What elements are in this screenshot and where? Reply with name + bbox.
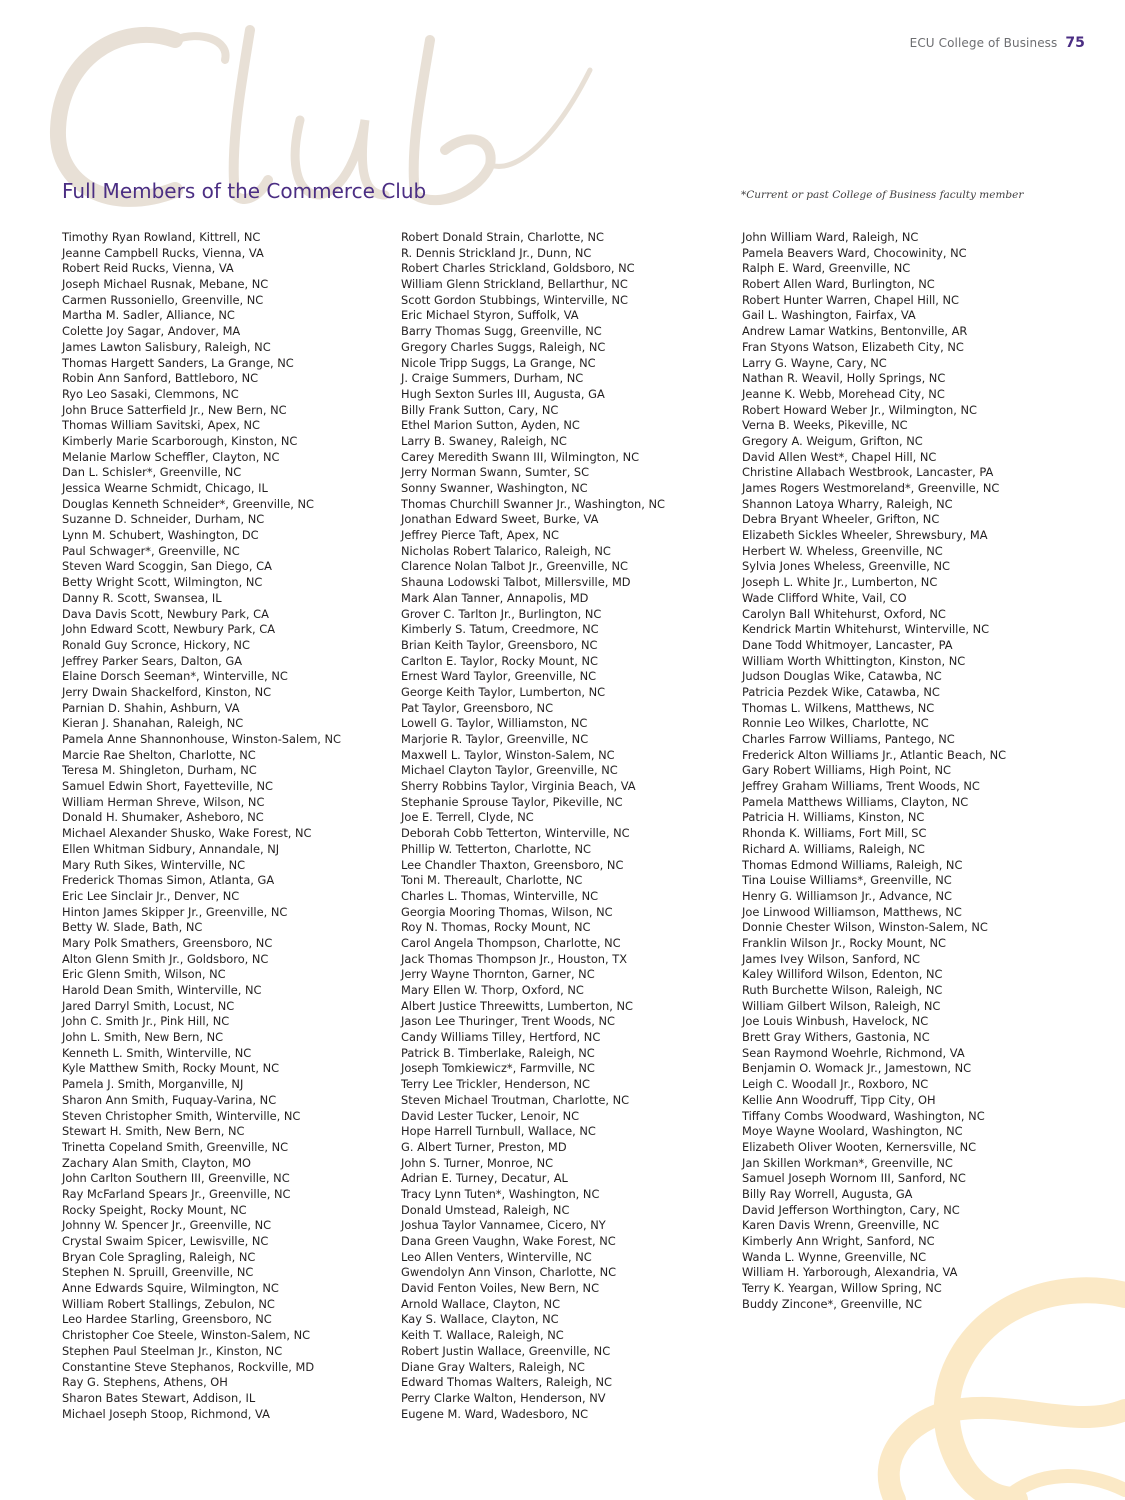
- member-entry: Zachary Alan Smith, Clayton, MO: [62, 1155, 252, 1170]
- member-entry: Stephen Paul Steelman Jr., Kinston, NC: [62, 1343, 283, 1358]
- member-entry: Sharon Ann Smith, Fuquay-Varina, NC: [62, 1092, 277, 1107]
- member-entry: Ruth Burchette Wilson, Raleigh, NC: [742, 983, 943, 997]
- member-entry: Jeanne K. Webb, Morehead City, NC: [742, 386, 945, 401]
- member-entry: Jason Lee Thuringer, Trent Woods, NC: [401, 1014, 615, 1029]
- member-entry: Carlton E. Taylor, Rocky Mount, NC: [401, 653, 598, 668]
- member-entry: Sherry Robbins Taylor, Virginia Beach, VA: [401, 779, 636, 794]
- member-entry: Robert Reid Rucks, Vienna, VA: [62, 261, 234, 276]
- member-entry: Robert Howard Weber Jr., Wilmington, NC: [742, 402, 977, 417]
- member-entry: Verna B. Weeks, Pikeville, NC: [742, 418, 908, 433]
- member-entry: Thomas Churchill Swanner Jr., Washington, NC: [401, 496, 665, 511]
- member-entry: Anne Edwards Squire, Wilmington, NC: [62, 1281, 279, 1296]
- member-entry: Richard A. Williams, Raleigh, NC: [742, 841, 925, 856]
- member-entry: Leo Hardee Starling, Greensboro, NC: [62, 1312, 272, 1327]
- member-entry: Joseph Tomkiewicz*, Farmville, NC: [401, 1061, 595, 1076]
- member-entry: Kimberly Marie Scarborough, Kinston, NC: [62, 433, 298, 448]
- member-entry: Mary Ellen W. Thorp, Oxford, NC: [401, 983, 584, 997]
- member-entry: John Edward Scott, Newbury Park, CA: [62, 622, 276, 637]
- member-entry: Mary Polk Smathers, Greensboro, NC: [62, 935, 273, 950]
- member-entry: Martha M. Sadler, Alliance, NC: [62, 308, 235, 323]
- member-entry: George Keith Taylor, Lumberton, NC: [401, 684, 606, 699]
- member-entry: Eric Lee Sinclair Jr., Denver, NC: [62, 888, 240, 903]
- member-entry: Debra Bryant Wheeler, Grifton, NC: [742, 512, 940, 527]
- member-entry: William Herman Shreve, Wilson, NC: [62, 794, 265, 809]
- member-entry: Herbert W. Wheless, Greenville, NC: [742, 543, 943, 558]
- member-entry: Jack Thomas Thompson Jr., Houston, TX: [401, 951, 628, 966]
- member-entry: Hugh Sexton Surles III, Augusta, GA: [401, 386, 605, 401]
- member-entry: Frederick Thomas Simon, Atlanta, GA: [62, 873, 275, 888]
- member-entry: David Fenton Voiles, New Bern, NC: [401, 1281, 600, 1296]
- member-entry: Patricia Pezdek Wike, Catawba, NC: [742, 684, 940, 699]
- member-entry: Nicholas Robert Talarico, Raleigh, NC: [401, 543, 611, 558]
- member-entry: Stephen N. Spruill, Greenville, NC: [62, 1265, 254, 1280]
- member-entry: Clarence Nolan Talbot Jr., Greenville, NC: [401, 559, 628, 574]
- member-entry: Roy N. Thomas, Rocky Mount, NC: [401, 920, 591, 935]
- member-entry: Suzanne D. Schneider, Durham, NC: [62, 512, 265, 527]
- member-entry: Jeffrey Pierce Taft, Apex, NC: [401, 528, 559, 543]
- member-entry: Gail L. Washington, Fairfax, VA: [742, 308, 916, 323]
- member-entry: William Gilbert Wilson, Raleigh, NC: [742, 998, 941, 1013]
- member-entry: Tina Louise Williams*, Greenville, NC: [742, 873, 952, 888]
- member-entry: Dana Green Vaughn, Wake Forest, NC: [401, 1234, 616, 1248]
- member-column-1: [62, 230, 397, 1422]
- member-entry: Benjamin O. Womack Jr., Jamestown, NC: [742, 1061, 972, 1076]
- member-entry: David Allen West*, Chapel Hill, NC: [742, 449, 937, 464]
- member-entry: G. Albert Turner, Preston, MD: [401, 1139, 567, 1154]
- member-entry: Franklin Wilson Jr., Rocky Mount, NC: [742, 935, 946, 950]
- member-entry: Sylvia Jones Wheless, Greenville, NC: [742, 559, 950, 574]
- member-entry: Charles L. Thomas, Winterville, NC: [401, 888, 599, 903]
- member-entry: James Rogers Westmoreland*, Greenville, NC: [742, 481, 1000, 495]
- member-entry: Charles Farrow Williams, Pantego, NC: [742, 732, 955, 746]
- member-entry: Eugene M. Ward, Wadesboro, NC: [401, 1406, 589, 1421]
- member-entry: Deborah Cobb Tetterton, Winterville, NC: [401, 826, 630, 841]
- member-entry: Kaley Williford Wilson, Edenton, NC: [742, 967, 943, 982]
- member-entry: Andrew Lamar Watkins, Bentonville, AR: [742, 324, 968, 339]
- member-entry: Rhonda K. Williams, Fort Mill, SC: [742, 826, 927, 841]
- page-number: 75: [1065, 35, 1085, 51]
- member-entry: Bryan Cole Spragling, Raleigh, NC: [62, 1249, 256, 1264]
- member-entry: Ray G. Stephens, Athens, OH: [62, 1375, 228, 1390]
- member-entry: Jared Darryl Smith, Locust, NC: [62, 998, 235, 1013]
- member-entry: Eric Michael Styron, Suffolk, VA: [401, 308, 579, 323]
- member-entry: Gregory A. Weigum, Grifton, NC: [742, 433, 923, 448]
- member-entry: Maxwell L. Taylor, Winston-Salem, NC: [401, 747, 615, 762]
- member-entry: Elizabeth Sickles Wheeler, Shrewsbury, MA: [742, 528, 988, 543]
- member-entry: Billy Frank Sutton, Cary, NC: [401, 402, 559, 417]
- member-entry: Ronnie Leo Wilkes, Charlotte, NC: [742, 716, 929, 731]
- member-entry: Jeffrey Graham Williams, Trent Woods, NC: [742, 779, 980, 794]
- member-entry: Steven Christopher Smith, Winterville, NC: [62, 1108, 301, 1123]
- member-entry: Alton Glenn Smith Jr., Goldsboro, NC: [62, 951, 269, 966]
- member-entry: Carmen Russoniello, Greenville, NC: [62, 292, 264, 307]
- member-entry: James Ivey Wilson, Sanford, NC: [742, 951, 921, 966]
- member-entry: Timothy Ryan Rowland, Kittrell, NC: [62, 230, 261, 244]
- member-entry: David Lester Tucker, Lenoir, NC: [401, 1108, 580, 1123]
- member-entry: William Worth Whittington, Kinston, NC: [742, 653, 966, 668]
- member-entry: Buddy Zincone*, Greenville, NC: [742, 1296, 922, 1311]
- member-entry: Colette Joy Sagar, Andover, MA: [62, 324, 241, 339]
- member-entry: Kimberly S. Tatum, Creedmore, NC: [401, 622, 599, 637]
- publication-name: ECU College of Business: [909, 36, 1058, 50]
- member-entry: Robin Ann Sanford, Battleboro, NC: [62, 371, 259, 386]
- member-entry: Scott Gordon Stubbings, Winterville, NC: [401, 292, 629, 307]
- member-entry: Christopher Coe Steele, Winston-Salem, NC: [62, 1328, 311, 1343]
- member-entry: John Bruce Satterfield Jr., New Bern, NC: [62, 402, 287, 417]
- member-entry: William Robert Stallings, Zebulon, NC: [62, 1296, 275, 1311]
- member-entry: Donald Umstead, Raleigh, NC: [401, 1202, 570, 1217]
- member-entry: Stephanie Sprouse Taylor, Pikeville, NC: [401, 794, 623, 809]
- member-entry: J. Craige Summers, Durham, NC: [401, 371, 584, 386]
- member-entry: William Glenn Strickland, Bellarthur, NC: [401, 277, 628, 292]
- member-entry: Lee Chandler Thaxton, Greensboro, NC: [401, 857, 624, 872]
- member-entry: Carol Angela Thompson, Charlotte, NC: [401, 935, 621, 950]
- member-entry: Harold Dean Smith, Winterville, NC: [62, 983, 262, 997]
- member-entry: Pamela Matthews Williams, Clayton, NC: [742, 794, 969, 809]
- member-entry: Ethel Marion Sutton, Ayden, NC: [401, 418, 580, 433]
- member-entry: John William Ward, Raleigh, NC: [742, 230, 919, 244]
- member-entry: Robert Justin Wallace, Greenville, NC: [401, 1343, 611, 1358]
- member-entry: Marjorie R. Taylor, Greenville, NC: [401, 732, 589, 746]
- member-entry: John C. Smith Jr., Pink Hill, NC: [62, 1014, 230, 1029]
- member-entry: David Jefferson Worthington, Cary, NC: [742, 1202, 960, 1217]
- member-entry: Albert Justice Threewitts, Lumberton, NC: [401, 998, 633, 1013]
- member-entry: R. Dennis Strickland Jr., Dunn, NC: [401, 245, 592, 260]
- member-entry: Keith T. Wallace, Raleigh, NC: [401, 1328, 564, 1343]
- member-entry: Judson Douglas Wike, Catawba, NC: [742, 669, 942, 684]
- member-entry: Joshua Taylor Vannamee, Cicero, NY: [401, 1218, 606, 1233]
- member-entry: Kendrick Martin Whitehurst, Winterville, NC: [742, 622, 990, 637]
- member-entry: Karen Davis Wrenn, Greenville, NC: [742, 1218, 940, 1233]
- member-entry: Betty W. Slade, Bath, NC: [62, 920, 203, 935]
- member-entry: Donnie Chester Wilson, Winston-Salem, NC: [742, 920, 988, 935]
- member-entry: Michael Joseph Stoop, Richmond, VA: [62, 1406, 270, 1421]
- member-entry: Sonny Swanner, Washington, NC: [401, 481, 588, 495]
- member-entry: Jessica Wearne Schmidt, Chicago, IL: [62, 481, 268, 495]
- member-entry: Shauna Lodowski Talbot, Millersville, MD: [401, 575, 631, 590]
- member-column-3: [742, 230, 1077, 1312]
- faculty-footnote: *Current or past College of Business faculty member: [741, 189, 1024, 201]
- member-entry: Terry Lee Trickler, Henderson, NC: [401, 1077, 590, 1092]
- member-entry: Toni M. Thereault, Charlotte, NC: [401, 873, 583, 888]
- member-entry: Larry B. Swaney, Raleigh, NC: [401, 433, 567, 448]
- member-entry: Kyle Matthew Smith, Rocky Mount, NC: [62, 1061, 280, 1076]
- member-entry: Dane Todd Whitmoyer, Lancaster, PA: [742, 637, 953, 652]
- member-column-2: [401, 230, 736, 1422]
- member-entry: Georgia Mooring Thomas, Wilson, NC: [401, 904, 613, 919]
- member-entry: Donald H. Shumaker, Asheboro, NC: [62, 810, 264, 825]
- member-entry: Joe E. Terrell, Clyde, NC: [401, 810, 534, 825]
- member-entry: Joe Louis Winbush, Havelock, NC: [742, 1014, 929, 1029]
- member-entry: Adrian E. Turney, Decatur, AL: [401, 1171, 568, 1186]
- member-entry: Melanie Marlow Scheffler, Clayton, NC: [62, 449, 280, 464]
- member-entry: Wade Clifford White, Vail, CO: [742, 590, 907, 605]
- member-entry: Tiffany Combs Woodward, Washington, NC: [742, 1108, 985, 1123]
- member-entry: Moye Wayne Woolard, Washington, NC: [742, 1124, 963, 1139]
- member-entry: Kay S. Wallace, Clayton, NC: [401, 1312, 559, 1327]
- member-entry: William H. Yarborough, Alexandria, VA: [742, 1265, 958, 1280]
- member-entry: Kieran J. Shanahan, Raleigh, NC: [62, 716, 244, 731]
- member-entry: Mark Alan Tanner, Annapolis, MD: [401, 590, 589, 605]
- member-entry: Thomas L. Wilkens, Matthews, NC: [742, 700, 935, 715]
- member-entry: Gwendolyn Ann Vinson, Charlotte, NC: [401, 1265, 617, 1280]
- member-entry: Ellen Whitman Sidbury, Annandale, NJ: [62, 841, 280, 856]
- member-entry: John S. Turner, Monroe, NC: [401, 1155, 554, 1170]
- member-entry: Thomas Edmond Williams, Raleigh, NC: [742, 857, 963, 872]
- page-title: Full Members of the Commerce Club: [62, 179, 427, 203]
- member-entry: Carey Meredith Swann III, Wilmington, NC: [401, 449, 640, 464]
- member-entry: Robert Charles Strickland, Goldsboro, NC: [401, 261, 635, 276]
- member-entry: Dan L. Schisler*, Greenville, NC: [62, 465, 242, 480]
- running-head: [910, 35, 1085, 51]
- member-entry: Robert Hunter Warren, Chapel Hill, NC: [742, 292, 960, 307]
- member-entry: Patrick B. Timberlake, Raleigh, NC: [401, 1045, 595, 1060]
- member-entry: Trinetta Copeland Smith, Greenville, NC: [62, 1139, 289, 1154]
- member-entry: Steven Michael Troutman, Charlotte, NC: [401, 1092, 630, 1107]
- member-entry: Samuel Joseph Wornom III, Sanford, NC: [742, 1171, 966, 1186]
- member-entry: James Lawton Salisbury, Raleigh, NC: [62, 339, 271, 354]
- member-entry: Ray McFarland Spears Jr., Greenville, NC: [62, 1186, 291, 1201]
- member-entry: Steven Ward Scoggin, San Diego, CA: [62, 559, 272, 574]
- member-entry: Kenneth L. Smith, Winterville, NC: [62, 1045, 252, 1060]
- member-entry: Phillip W. Tetterton, Charlotte, NC: [401, 841, 591, 856]
- member-entry: Barry Thomas Sugg, Greenville, NC: [401, 324, 602, 339]
- member-entry: Joe Linwood Williamson, Matthews, NC: [742, 904, 962, 919]
- member-entry: Michael Clayton Taylor, Greenville, NC: [401, 763, 618, 778]
- member-entry: Joseph Michael Rusnak, Mebane, NC: [62, 277, 269, 292]
- member-entry: Nathan R. Weavil, Holly Springs, NC: [742, 371, 946, 386]
- member-entry: Elaine Dorsch Seeman*, Winterville, NC: [62, 669, 288, 684]
- member-entry: Ronald Guy Scronce, Hickory, NC: [62, 637, 250, 652]
- member-entry: Michael Alexander Shusko, Wake Forest, NC: [62, 826, 312, 841]
- member-entry: Jeanne Campbell Rucks, Vienna, VA: [62, 245, 264, 260]
- member-entry: Gregory Charles Suggs, Raleigh, NC: [401, 339, 606, 354]
- member-entry: Eric Glenn Smith, Wilson, NC: [62, 967, 226, 982]
- member-entry: Parnian D. Shahin, Ashburn, VA: [62, 700, 240, 715]
- member-entry: Tracy Lynn Tuten*, Washington, NC: [401, 1186, 600, 1201]
- member-entry: Billy Ray Worrell, Augusta, GA: [742, 1186, 913, 1201]
- member-entry: Pamela Beavers Ward, Chocowinity, NC: [742, 245, 967, 260]
- member-entry: Brett Gray Withers, Gastonia, NC: [742, 1030, 930, 1045]
- member-entry: Thomas Hargett Sanders, La Grange, NC: [62, 355, 294, 370]
- member-entry: Hinton James Skipper Jr., Greenville, NC: [62, 904, 288, 919]
- member-entry: Kellie Ann Woodruff, Tipp City, OH: [742, 1092, 936, 1107]
- member-entry: Shannon Latoya Wharry, Raleigh, NC: [742, 496, 953, 511]
- member-entry: Nicole Tripp Suggs, La Grange, NC: [401, 355, 596, 370]
- member-entry: Grover C. Tarlton Jr., Burlington, NC: [401, 606, 602, 621]
- member-entry: Crystal Swaim Spicer, Lewisville, NC: [62, 1234, 269, 1248]
- member-entry: Diane Gray Walters, Raleigh, NC: [401, 1359, 585, 1374]
- member-entry: Lowell G. Taylor, Williamston, NC: [401, 716, 588, 731]
- member-entry: Jerry Dwain Shackelford, Kinston, NC: [62, 684, 272, 699]
- member-entry: Frederick Alton Williams Jr., Atlantic Beach, NC: [742, 747, 1007, 762]
- member-entry: Dava Davis Scott, Newbury Park, CA: [62, 606, 269, 621]
- member-entry: Perry Clarke Walton, Henderson, NV: [401, 1390, 606, 1405]
- member-entry: Henry G. Williamson Jr., Advance, NC: [742, 888, 953, 903]
- member-entry: Patricia H. Williams, Kinston, NC: [742, 810, 925, 825]
- member-entry: Pat Taylor, Greensboro, NC: [401, 700, 554, 715]
- member-entry: Gary Robert Williams, High Point, NC: [742, 763, 951, 778]
- member-entry: Constantine Steve Stephanos, Rockville, MD: [62, 1359, 315, 1374]
- member-entry: Paul Schwager*, Greenville, NC: [62, 543, 240, 558]
- member-entry: Kimberly Ann Wright, Sanford, NC: [742, 1234, 935, 1248]
- member-entry: Terry K. Yeargan, Willow Spring, NC: [742, 1281, 942, 1296]
- member-entry: John Carlton Southern III, Greenville, NC: [62, 1171, 290, 1186]
- member-entry: Jeffrey Parker Sears, Dalton, GA: [62, 653, 243, 668]
- member-entry: Joseph L. White Jr., Lumberton, NC: [742, 575, 938, 590]
- member-entry: Thomas William Savitski, Apex, NC: [62, 418, 260, 433]
- member-entry: Jonathan Edward Sweet, Burke, VA: [401, 512, 599, 527]
- member-entry: Ryo Leo Sasaki, Clemmons, NC: [62, 386, 239, 401]
- member-entry: Edward Thomas Walters, Raleigh, NC: [401, 1375, 612, 1390]
- member-entry: Rocky Speight, Rocky Mount, NC: [62, 1202, 247, 1217]
- member-entry: Elizabeth Oliver Wooten, Kernersville, NC: [742, 1139, 977, 1154]
- member-entry: Lynn M. Schubert, Washington, DC: [62, 528, 259, 543]
- member-entry: Sharon Bates Stewart, Addison, IL: [62, 1390, 256, 1405]
- member-entry: Jerry Wayne Thornton, Garner, NC: [401, 967, 595, 982]
- member-entry: Ernest Ward Taylor, Greenville, NC: [401, 669, 597, 684]
- member-entry: Robert Allen Ward, Burlington, NC: [742, 277, 935, 292]
- member-entry: Carolyn Ball Whitehurst, Oxford, NC: [742, 606, 946, 621]
- member-entry: Fran Styons Watson, Elizabeth City, NC: [742, 339, 964, 354]
- member-entry: Mary Ruth Sikes, Winterville, NC: [62, 857, 246, 872]
- member-entry: Candy Williams Tilley, Hertford, NC: [401, 1030, 601, 1045]
- member-entry: Leigh C. Woodall Jr., Roxboro, NC: [742, 1077, 929, 1092]
- member-entry: Betty Wright Scott, Wilmington, NC: [62, 575, 263, 590]
- member-entry: Jerry Norman Swann, Sumter, SC: [401, 465, 590, 480]
- member-entry: Hope Harrell Turnbull, Wallace, NC: [401, 1124, 596, 1139]
- member-entry: Pamela J. Smith, Morganville, NJ: [62, 1077, 244, 1092]
- member-entry: Johnny W. Spencer Jr., Greenville, NC: [62, 1218, 272, 1233]
- member-entry: Jan Skillen Workman*, Greenville, NC: [742, 1155, 953, 1170]
- member-entry: Danny R. Scott, Swansea, IL: [62, 590, 222, 605]
- member-entry: Ralph E. Ward, Greenville, NC: [742, 261, 911, 276]
- member-entry: Sean Raymond Woehrle, Richmond, VA: [742, 1045, 965, 1060]
- member-entry: Larry G. Wayne, Cary, NC: [742, 355, 887, 370]
- member-entry: Marcie Rae Shelton, Charlotte, NC: [62, 747, 256, 762]
- member-entry: Wanda L. Wynne, Greenville, NC: [742, 1249, 927, 1264]
- member-entry: Robert Donald Strain, Charlotte, NC: [401, 230, 604, 244]
- member-entry: John L. Smith, New Bern, NC: [62, 1030, 224, 1045]
- member-entry: Teresa M. Shingleton, Durham, NC: [62, 763, 257, 778]
- member-entry: Brian Keith Taylor, Greensboro, NC: [401, 637, 598, 652]
- member-entry: Christine Allabach Westbrook, Lancaster, PA: [742, 465, 994, 480]
- member-entry: Leo Allen Venters, Winterville, NC: [401, 1249, 592, 1264]
- member-entry: Douglas Kenneth Schneider*, Greenville, NC: [62, 496, 314, 511]
- member-entry: Arnold Wallace, Clayton, NC: [401, 1296, 561, 1311]
- member-entry: Pamela Anne Shannonhouse, Winston-Salem, NC: [62, 732, 342, 746]
- member-entry: Samuel Edwin Short, Fayetteville, NC: [62, 779, 274, 794]
- member-entry: Stewart H. Smith, New Bern, NC: [62, 1124, 245, 1139]
